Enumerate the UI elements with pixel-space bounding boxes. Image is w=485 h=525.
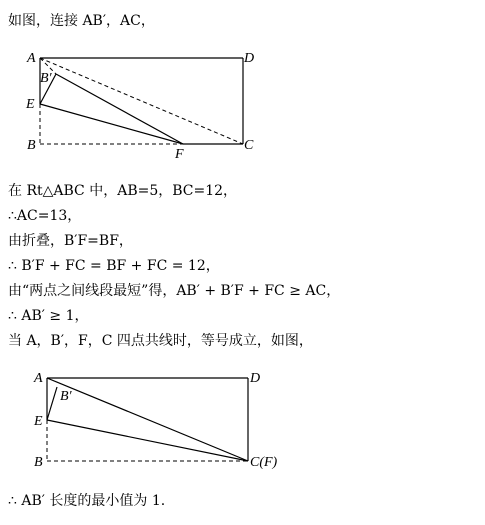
fig2-edge-EC xyxy=(47,420,248,461)
text-line-4: 由折叠，B′F=BF， xyxy=(8,233,133,249)
fig1-label-C: C xyxy=(244,138,254,153)
fig1-edge-EF xyxy=(40,104,183,144)
fig2-label-D: D xyxy=(250,371,261,386)
fig2-label-E: E xyxy=(34,414,43,429)
figure-1-diagram xyxy=(0,40,300,165)
fig2-label-CF: C(F) xyxy=(250,455,278,470)
text-line-7: ∴ AB′ ≥ 1， xyxy=(8,308,89,324)
text-line-3: ∴AC=13， xyxy=(8,208,82,224)
figure-2-diagram xyxy=(0,360,300,475)
fig1-label-A: A xyxy=(27,51,36,66)
fig1-label-Bp: B′ xyxy=(40,71,52,86)
fig1-edge-BpF xyxy=(56,74,183,144)
fig1-label-E: E xyxy=(26,97,35,112)
fig2-label-Bp: B′ xyxy=(60,389,72,404)
fig2-label-A: A xyxy=(34,371,43,386)
text-line-6: 由“两点之间线段最短”得，AB′ + B′F + FC ≥ AC， xyxy=(8,283,341,299)
fig2-edge-EBp xyxy=(47,387,57,420)
fig1-label-D: D xyxy=(244,51,255,66)
fig1-dashed-AC xyxy=(40,58,243,144)
fig2-label-B: B xyxy=(34,455,43,470)
fig2-edge-AC xyxy=(47,378,248,461)
text-line-1: 如图，连接 AB′，AC， xyxy=(8,13,155,29)
fig1-label-B: B xyxy=(27,138,36,153)
text-line-9: ∴ AB′ 长度的最小值为 1. xyxy=(8,493,166,509)
fig1-label-F: F xyxy=(175,147,184,162)
text-line-8: 当 A，B′，F，C 四点共线时，等号成立，如图， xyxy=(8,333,313,349)
text-line-5: ∴ B′F + FC = BF + FC = 12， xyxy=(8,258,220,274)
text-line-2: 在 Rt△ABC 中，AB=5，BC=12， xyxy=(8,183,238,199)
